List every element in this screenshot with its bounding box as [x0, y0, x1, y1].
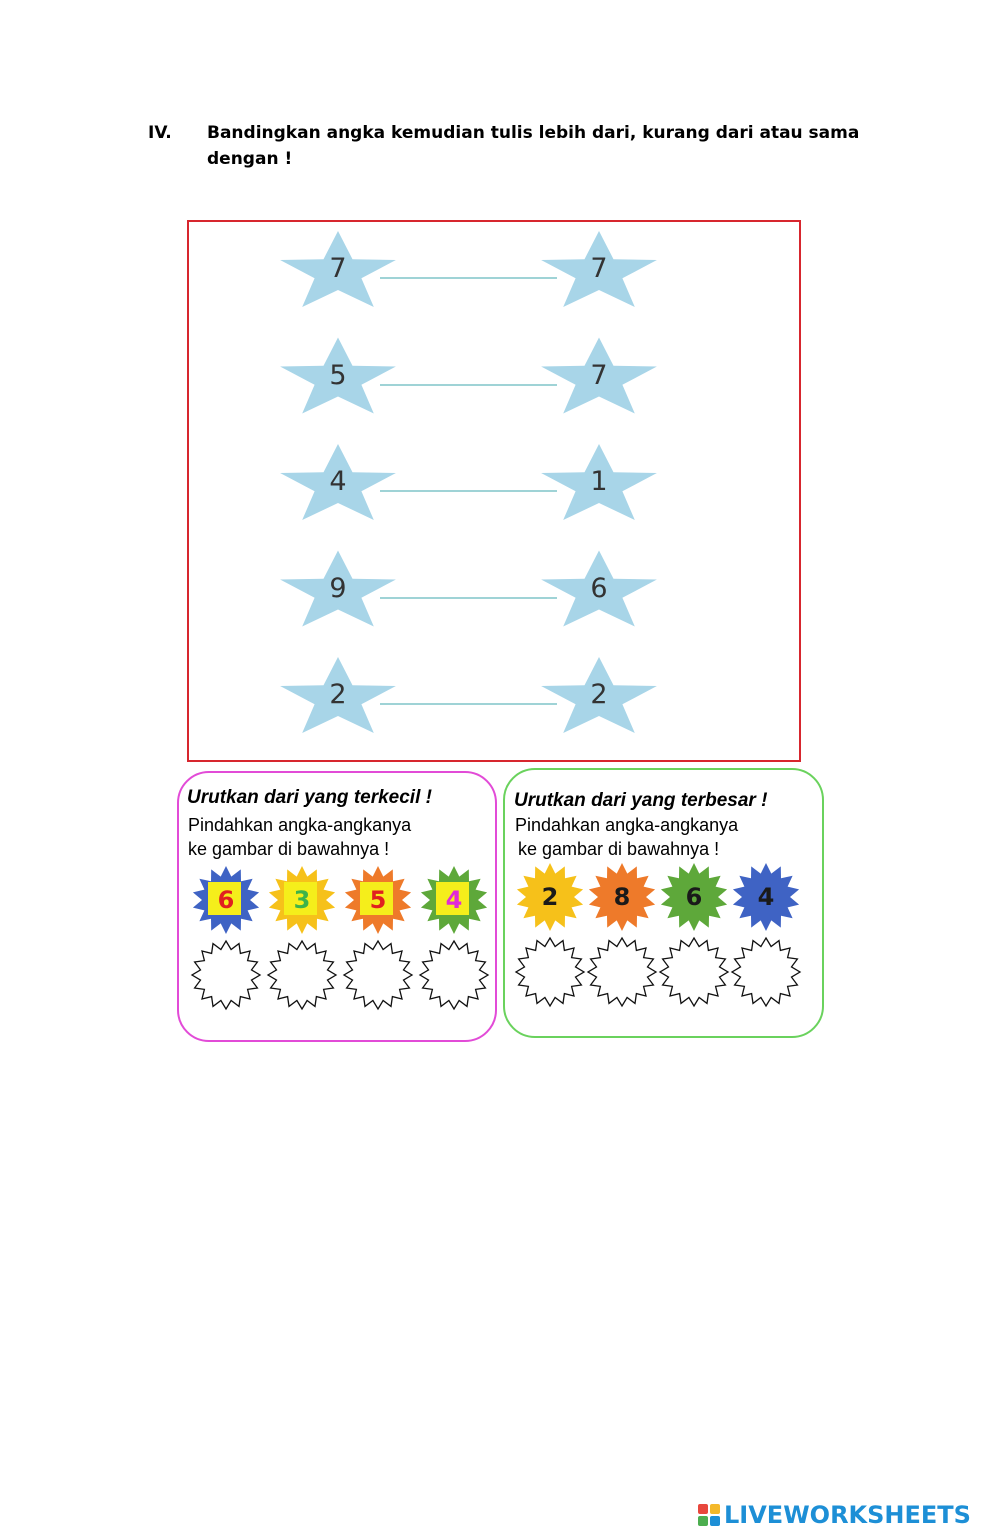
- comparison-answer-line-3[interactable]: [380, 490, 557, 492]
- number-badge-1[interactable]: [515, 862, 585, 932]
- badge-number: 3: [293, 886, 311, 914]
- number-badge-4[interactable]: [731, 862, 801, 932]
- star-left-number-1: 7: [329, 253, 347, 284]
- comparison-answer-line-2[interactable]: [380, 384, 557, 386]
- liveworksheets-logo-text: LIVEWORKSHEETS: [724, 1501, 971, 1529]
- empty-burst-icon: [730, 936, 802, 1008]
- badge-number: 4: [757, 883, 775, 911]
- liveworksheets-logo[interactable]: [698, 1498, 971, 1532]
- badge-number: 6: [217, 886, 235, 914]
- empty-burst-icon: [586, 936, 658, 1008]
- question-text: Bandingkan angka kemudian tulis lebih dari, kurang dari atau sama dengan !: [207, 123, 860, 169]
- order-largest-instruction-2: ke gambar di bawahnya !: [518, 839, 720, 859]
- star-right-number-1: 7: [590, 253, 608, 284]
- badge-number: 8: [613, 883, 631, 911]
- liveworksheets-logo-icon: [698, 1504, 720, 1526]
- comparison-answer-line-5[interactable]: [380, 703, 557, 705]
- compare-box: [187, 220, 801, 762]
- number-badge-4[interactable]: [419, 865, 489, 935]
- number-badge-2[interactable]: [267, 865, 337, 935]
- order-smallest-instruction-2: ke gambar di bawahnya !: [188, 839, 390, 859]
- star-right-number-3: 1: [590, 466, 608, 497]
- empty-burst-icon: [342, 939, 414, 1011]
- order-largest-box: [503, 768, 824, 1038]
- empty-burst-icon: [514, 936, 586, 1008]
- empty-burst-icon: [190, 939, 262, 1011]
- drop-target-4[interactable]: [418, 939, 490, 1011]
- star-left-number-5: 2: [329, 679, 347, 710]
- comparison-answer-line-4[interactable]: [380, 597, 557, 599]
- empty-burst-icon: [266, 939, 338, 1011]
- drop-target-2[interactable]: [266, 939, 338, 1011]
- drop-target-3[interactable]: [342, 939, 414, 1011]
- number-badge-1[interactable]: [191, 865, 261, 935]
- badge-number: 2: [541, 883, 559, 911]
- star-right-number-5: 2: [590, 679, 608, 710]
- number-badge-3[interactable]: [659, 862, 729, 932]
- question-number: IV.: [148, 123, 172, 143]
- number-badge-2[interactable]: [587, 862, 657, 932]
- drop-target-1[interactable]: [190, 939, 262, 1011]
- badge-number: 5: [369, 886, 387, 914]
- star-left-number-3: 4: [329, 466, 347, 497]
- star-right-number-4: 6: [590, 572, 608, 604]
- empty-burst-icon: [658, 936, 730, 1008]
- drop-target-4[interactable]: [730, 936, 802, 1008]
- number-badge-3[interactable]: [343, 865, 413, 935]
- drop-target-2[interactable]: [586, 936, 658, 1008]
- order-smallest-instruction-1: Pindahkan angka-angkanya: [188, 815, 412, 835]
- star-right-number-2: 7: [590, 359, 608, 391]
- star-left-number-2: 5: [329, 359, 347, 391]
- badge-number: 6: [685, 883, 703, 911]
- drop-target-3[interactable]: [658, 936, 730, 1008]
- badge-number: 4: [445, 886, 463, 914]
- drop-target-1[interactable]: [514, 936, 586, 1008]
- order-smallest-title: Urutkan dari yang terkecil !: [187, 787, 432, 808]
- comparison-answer-line-1[interactable]: [380, 277, 557, 279]
- empty-burst-icon: [418, 939, 490, 1011]
- order-largest-instruction-1: Pindahkan angka-angkanya: [515, 815, 739, 835]
- order-largest-title: Urutkan dari yang terbesar !: [514, 790, 768, 811]
- order-smallest-box: [177, 771, 497, 1042]
- star-left-number-4: 9: [329, 572, 347, 604]
